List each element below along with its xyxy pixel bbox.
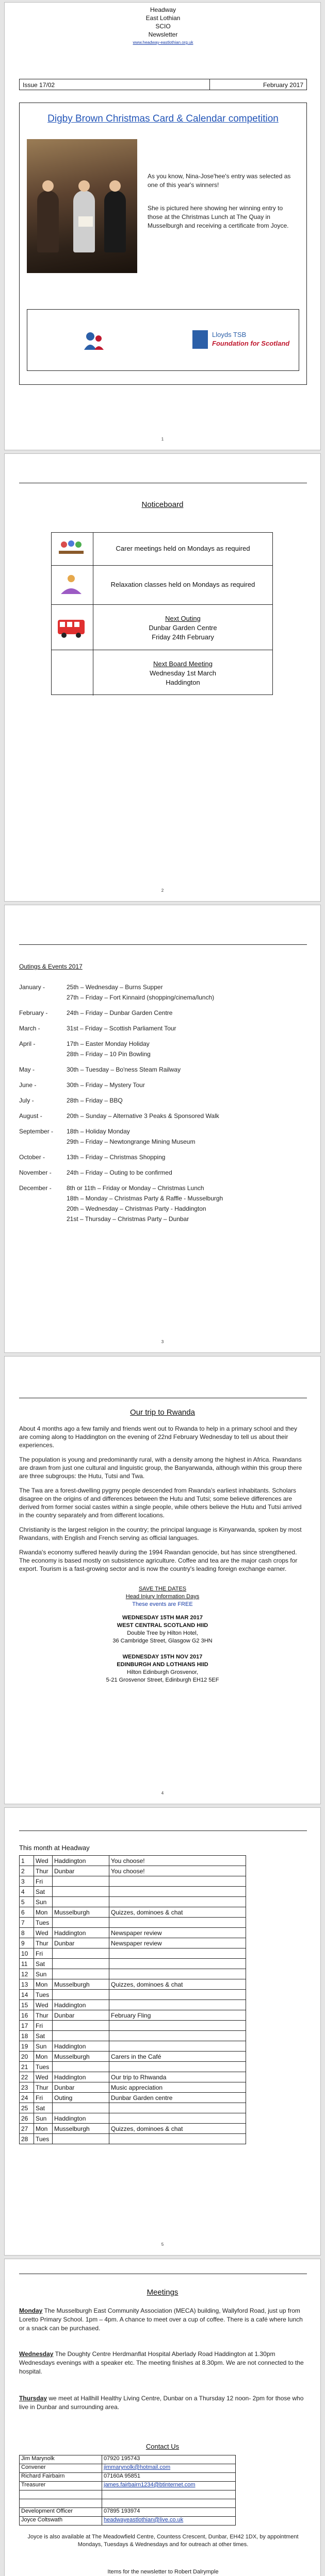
event-address: 5-21 Grosvenor Street, Edinburgh EH12 5EF bbox=[106, 1677, 219, 1683]
event-description: 24th – Friday – Dunbar Garden Centre bbox=[67, 1009, 173, 1016]
contact-name bbox=[20, 2490, 102, 2499]
calendar-place: Musselburgh bbox=[53, 2052, 109, 2062]
feature-box bbox=[19, 103, 307, 385]
items-line: Items for the newsletter to Robert Dalrymple bbox=[107, 2569, 219, 2575]
event-description: 31st – Friday – Scottish Parliament Tour bbox=[67, 1025, 176, 1032]
calendar-day: 23 bbox=[20, 2082, 34, 2093]
event-description: 24th – Friday – Outing to be confirmed bbox=[67, 1169, 172, 1176]
sponsor-logos bbox=[27, 309, 299, 371]
calendar-day: 3 bbox=[20, 1876, 34, 1887]
feature-title: Digby Brown Christmas Card & Calendar competition bbox=[47, 113, 279, 124]
masthead bbox=[119, 6, 207, 47]
contact-email[interactable]: james.fairbairn1234@btinternet.com bbox=[102, 2482, 236, 2490]
event-description: 28th – Friday – 10 Pin Bowling bbox=[67, 1050, 151, 1058]
calendar-row bbox=[20, 2031, 246, 2041]
notice-line: Wednesday 1st March bbox=[149, 669, 217, 677]
issue-date: February 2017 bbox=[263, 81, 303, 89]
event-month: September - bbox=[19, 1128, 54, 1135]
notice-row bbox=[52, 650, 272, 696]
event-month: May - bbox=[19, 1066, 35, 1073]
calendar-row bbox=[20, 1887, 246, 1897]
notice-cell bbox=[93, 533, 272, 565]
notice-line: Relaxation classes held on Mondays as required bbox=[110, 581, 255, 588]
page-number: 2 bbox=[161, 888, 164, 893]
calendar-day: 6 bbox=[20, 1907, 34, 1918]
calendar-weekday: Thur bbox=[34, 1866, 53, 1876]
calendar-place: Musselburgh bbox=[53, 1907, 109, 1918]
event-month: October - bbox=[19, 1154, 45, 1161]
tsb-shield-icon bbox=[192, 330, 208, 349]
masthead-line: SCIO bbox=[155, 23, 171, 30]
notice-line: Dunbar Garden Centre bbox=[149, 624, 217, 632]
calendar-activity bbox=[109, 2021, 246, 2031]
rwanda-para: The population is young and predominantly rural, with a density among the highest in Africa. Rwandans are drawn from just one cultural and linguistic group, the Banyarwanda, although within this group there are three subgroups: the Hutu, Tutsi and Twa. bbox=[19, 1456, 302, 1480]
calendar-activity bbox=[109, 1948, 246, 1959]
event-description: 18th – Monday – Christmas Party & Raffle - Musselburgh bbox=[67, 1195, 223, 1202]
contact-email[interactable]: jimmarynolk@hotmail.com bbox=[102, 2464, 236, 2473]
notice-cell bbox=[93, 605, 272, 650]
lloyds-tsb-logo bbox=[192, 327, 296, 352]
calendar-activity bbox=[109, 2041, 246, 2052]
calendar-row bbox=[20, 2062, 246, 2072]
calendar-activity: Our trip to Rhwanda bbox=[109, 2072, 246, 2082]
calendar-row bbox=[20, 1897, 246, 1907]
calendar-day: 11 bbox=[20, 1959, 34, 1969]
calendar-activity: February Fling bbox=[109, 2010, 246, 2021]
calendar-weekday: Sat bbox=[34, 2103, 53, 2113]
event-month: April - bbox=[19, 1040, 36, 1047]
rwanda-para: Rwanda's economy suffered heavily during the 1994 Rwandan genocide, but has since strengthened. The economy is based mostly on subsistence agriculture. Coffee and tea are the major cash crops for export. Tourism is a fast-growing sector and is now the country's leading foreign exchange earner. bbox=[19, 1549, 298, 1572]
calendar-day: 10 bbox=[20, 1948, 34, 1959]
contact-name: Convener bbox=[20, 2464, 102, 2473]
calendar-weekday: Wed bbox=[34, 2000, 53, 2010]
issue-number: Issue 17/02 bbox=[23, 81, 55, 89]
page-number: 1 bbox=[161, 437, 164, 442]
calendar-weekday: Thur bbox=[34, 2082, 53, 2093]
calendar-day: 28 bbox=[20, 2134, 34, 2144]
calendar-place bbox=[53, 1948, 109, 1959]
newsletter-page-2 bbox=[4, 453, 321, 902]
calendar-activity bbox=[109, 2113, 246, 2124]
calendar-place bbox=[53, 1959, 109, 1969]
event-month: January - bbox=[19, 984, 45, 991]
calendar-activity: Carers in the Café bbox=[109, 2052, 246, 2062]
calendar-place: Musselburgh bbox=[53, 1979, 109, 1990]
calendar-activity: Dunbar Garden centre bbox=[109, 2093, 246, 2103]
calendar-row bbox=[20, 2082, 246, 2093]
contact-detail: 07160A 95851 bbox=[102, 2473, 236, 2482]
event-address: 36 Cambridge Street, Glasgow G2 3HN bbox=[112, 1638, 213, 1644]
calendar-day: 9 bbox=[20, 1938, 34, 1948]
calendar-day: 5 bbox=[20, 1897, 34, 1907]
event-description: 20th – Sunday – Alternative 3 Peaks & Sponsored Walk bbox=[67, 1112, 219, 1120]
event-description: 20th – Wednesday – Christmas Party - Haddington bbox=[67, 1205, 206, 1212]
newsletter-page-6 bbox=[4, 2259, 321, 2576]
calendar-day: 1 bbox=[20, 1856, 34, 1866]
calendar-day: 8 bbox=[20, 1928, 34, 1938]
calendar-place: Haddington bbox=[53, 2113, 109, 2124]
calendar-place: Haddington bbox=[53, 2072, 109, 2082]
calendar-activity bbox=[109, 2031, 246, 2041]
calendar-place: Dunbar bbox=[53, 2010, 109, 2021]
calendar-weekday: Mon bbox=[34, 2124, 53, 2134]
event-month: July - bbox=[19, 1097, 34, 1104]
calendar-activity: Quizzes, dominoes & chat bbox=[109, 1979, 246, 1990]
calendar-table bbox=[19, 1855, 246, 2144]
contact-row bbox=[20, 2517, 236, 2526]
calendar-place bbox=[53, 2103, 109, 2113]
calendar-day: 26 bbox=[20, 2113, 34, 2124]
contact-detail bbox=[102, 2499, 236, 2508]
calendar-row bbox=[20, 2124, 246, 2134]
photo-card bbox=[78, 216, 93, 227]
calendar-weekday: Tues bbox=[34, 1990, 53, 2000]
calendar-place: Haddington bbox=[53, 1856, 109, 1866]
calendar-row bbox=[20, 1959, 246, 1969]
event-month: February - bbox=[19, 1009, 48, 1016]
calendar-weekday: Mon bbox=[34, 1979, 53, 1990]
event-description: 25th – Wednesday – Burns Supper bbox=[67, 984, 163, 991]
calendar-day: 24 bbox=[20, 2093, 34, 2103]
notice-heading: Next Outing bbox=[165, 615, 201, 622]
calendar-row bbox=[20, 2052, 246, 2062]
newsletter-page-3 bbox=[4, 905, 321, 1353]
contact-row bbox=[20, 2473, 236, 2482]
newsletter-items bbox=[19, 2568, 307, 2576]
event-name: WEST CENTRAL SCOTLAND HIID bbox=[117, 1622, 208, 1629]
event-venue: Hilton Edinburgh Grosvenor, bbox=[126, 1669, 199, 1675]
calendar-title: This month at Headway bbox=[19, 1844, 90, 1852]
events-title: Outings & Events 2017 bbox=[19, 963, 83, 970]
event-venue: Double Tree by Hilton Hotel, bbox=[127, 1630, 198, 1636]
event-west-central bbox=[5, 1614, 320, 1645]
meeting-text: we meet at Hallhill Healthy Living Centre, Dunbar on a Thursday 12 noon- 2pm for those who live in Dunbar and surrounding area. bbox=[19, 2395, 304, 2411]
rwanda-title: Our trip to Rwanda bbox=[130, 1408, 195, 1417]
sponsor-text bbox=[212, 330, 289, 348]
calendar-day: 19 bbox=[20, 2041, 34, 2052]
calendar-place: Dunbar bbox=[53, 1866, 109, 1876]
calendar-place bbox=[53, 1876, 109, 1887]
event-description: 30th – Friday – Mystery Tour bbox=[67, 1081, 145, 1089]
contact-row bbox=[20, 2490, 236, 2499]
calendar-weekday: Tues bbox=[34, 1918, 53, 1928]
calendar-day: 22 bbox=[20, 2072, 34, 2082]
divider bbox=[19, 944, 307, 945]
save-dates-line: SAVE THE DATES bbox=[138, 1586, 187, 1592]
calendar-row bbox=[20, 1907, 246, 1918]
calendar-row bbox=[20, 1928, 246, 1938]
calendar-weekday: Sat bbox=[34, 1959, 53, 1969]
calendar-weekday: Tues bbox=[34, 2062, 53, 2072]
calendar-place bbox=[53, 2021, 109, 2031]
contacts-title: Contact Us bbox=[145, 2443, 180, 2450]
photo-figure bbox=[104, 191, 126, 252]
contact-row bbox=[20, 2482, 236, 2490]
meetings-title: Meetings bbox=[147, 2288, 178, 2297]
calendar-weekday: Sat bbox=[34, 1887, 53, 1897]
calendar-day: 7 bbox=[20, 1918, 34, 1928]
availability-note: Joyce is also available at The Meadowfield Centre, Countess Crescent, Dunbar, EH42 1DX, by appointment Mondays, Tuesdays & Wednesdays and for outreach at other times. bbox=[27, 2534, 299, 2548]
calendar-weekday: Sun bbox=[34, 2113, 53, 2124]
photo-figure-head bbox=[109, 180, 121, 192]
contact-email[interactable]: headwayeastlothian@live.co.uk bbox=[102, 2517, 236, 2526]
contact-row bbox=[20, 2464, 236, 2473]
meeting-day: Thursday bbox=[19, 2395, 47, 2402]
calendar-place bbox=[53, 1887, 109, 1897]
calendar-day: 17 bbox=[20, 2021, 34, 2031]
calendar-activity bbox=[109, 2103, 246, 2113]
masthead-line: Newsletter bbox=[148, 31, 178, 38]
calendar-place: Haddington bbox=[53, 2041, 109, 2052]
calendar-row bbox=[20, 2021, 246, 2031]
calendar-activity bbox=[109, 1887, 246, 1897]
calendar-place bbox=[53, 1918, 109, 1928]
contact-detail: 07895 193974 bbox=[102, 2508, 236, 2517]
calendar-weekday: Sun bbox=[34, 1897, 53, 1907]
calendar-day: 16 bbox=[20, 2010, 34, 2021]
calendar-weekday: Fri bbox=[34, 1948, 53, 1959]
masthead-line: East Lothian bbox=[145, 14, 181, 22]
outing-bus-icon bbox=[56, 616, 87, 639]
calendar-activity bbox=[109, 1990, 246, 2000]
notice-line: Friday 24th February bbox=[152, 633, 214, 641]
notice-heading: Next Board Meeting bbox=[153, 660, 213, 668]
contact-detail: 07920 195743 bbox=[102, 2455, 236, 2464]
feature-para-2: She is pictured here showing her winning entry to those at the Christmas Lunch at The Quay in Musselburgh and receiving a certificate from Joyce. bbox=[148, 205, 289, 229]
calendar-row bbox=[20, 1979, 246, 1990]
calendar-row bbox=[20, 2093, 246, 2103]
calendar-activity bbox=[109, 1918, 246, 1928]
calendar-place: Outing bbox=[53, 2093, 109, 2103]
contact-row bbox=[20, 2508, 236, 2517]
photo-figure-head bbox=[42, 180, 54, 192]
calendar-activity bbox=[109, 1959, 246, 1969]
calendar-row bbox=[20, 2072, 246, 2082]
page-number: 4 bbox=[161, 1791, 164, 1795]
event-month: June - bbox=[19, 1081, 37, 1089]
photo-figure-head bbox=[78, 180, 90, 192]
calendar-place bbox=[53, 1969, 109, 1979]
calendar-activity bbox=[109, 1969, 246, 1979]
calendar-row bbox=[20, 2010, 246, 2021]
meeting-text: The Musselburgh East Community Association (MECA) building, Wallyford Road, just up from Loretto Primary School. 1pm – 4pm. A chance to meet over a cup of coffee. There is a café where lunch or a snack can be purchased. bbox=[19, 2307, 303, 2332]
meeting-day: Wednesday bbox=[19, 2350, 54, 2358]
event-description: 27th – Friday – Fort Kinnaird (shopping/cinema/lunch) bbox=[67, 994, 215, 1001]
event-month: August - bbox=[19, 1112, 42, 1120]
rwanda-para: Christianity is the largest religion in the country; the principal language is Kinyarwanda, spoken by most Rwandans, with English and French serving as official languages. bbox=[19, 1526, 302, 1541]
relaxation-icon bbox=[56, 573, 87, 597]
calendar-place bbox=[53, 2134, 109, 2144]
calendar-row bbox=[20, 2103, 246, 2113]
calendar-day: 25 bbox=[20, 2103, 34, 2113]
contact-name: Jim Marynolk bbox=[20, 2455, 102, 2464]
masthead-line: Headway bbox=[150, 6, 176, 13]
event-description: 21st – Thursday – Christmas Party – Dunbar bbox=[67, 1215, 189, 1223]
page-number: 3 bbox=[161, 1340, 164, 1344]
calendar-weekday: Sat bbox=[34, 2031, 53, 2041]
contact-name: Treasurer bbox=[20, 2482, 102, 2490]
calendar-place bbox=[53, 2031, 109, 2041]
newsletter-page-1 bbox=[4, 2, 321, 450]
calendar-activity: Quizzes, dominoes & chat bbox=[109, 1907, 246, 1918]
event-description: 28th – Friday – BBQ bbox=[67, 1097, 123, 1104]
issue-divider bbox=[209, 79, 210, 90]
calendar-day: 18 bbox=[20, 2031, 34, 2041]
contact-name bbox=[20, 2499, 102, 2508]
calendar-weekday: Mon bbox=[34, 1907, 53, 1918]
contacts-table bbox=[19, 2455, 236, 2526]
calendar-weekday: Sun bbox=[34, 1969, 53, 1979]
event-description: 30th – Tuesday – Bo'ness Steam Railway bbox=[67, 1066, 181, 1073]
calendar-row bbox=[20, 2134, 246, 2144]
calendar-day: 27 bbox=[20, 2124, 34, 2134]
calendar-row bbox=[20, 1938, 246, 1948]
event-date: WEDNESDAY 15TH MAR 2017 bbox=[122, 1615, 203, 1621]
event-month: March - bbox=[19, 1025, 40, 1032]
calendar-place: Haddington bbox=[53, 2000, 109, 2010]
calendar-place: Haddington bbox=[53, 1928, 109, 1938]
calendar-weekday: Thur bbox=[34, 2010, 53, 2021]
notice-row bbox=[52, 533, 272, 566]
calendar-activity: Newspaper review bbox=[109, 1928, 246, 1938]
contact-detail bbox=[102, 2490, 236, 2499]
calendar-day: 14 bbox=[20, 1990, 34, 2000]
page-number: 5 bbox=[161, 2242, 164, 2247]
notice-line: Carer meetings held on Mondays as required bbox=[116, 545, 250, 552]
contact-name: Richard Fairbairn bbox=[20, 2473, 102, 2482]
meeting-monday bbox=[19, 2307, 307, 2333]
calendar-weekday: Fri bbox=[34, 2093, 53, 2103]
calendar-row bbox=[20, 2041, 246, 2052]
event-description: 13th – Friday – Christmas Shopping bbox=[67, 1154, 166, 1161]
contact-row bbox=[20, 2455, 236, 2464]
calendar-day: 12 bbox=[20, 1969, 34, 1979]
calendar-weekday: Fri bbox=[34, 1876, 53, 1887]
calendar-activity bbox=[109, 2000, 246, 2010]
save-dates-line: These events are FREE bbox=[132, 1601, 193, 1607]
calendar-place: Dunbar bbox=[53, 2082, 109, 2093]
calendar-day: 20 bbox=[20, 2052, 34, 2062]
calendar-activity bbox=[109, 1897, 246, 1907]
calendar-activity: You choose! bbox=[109, 1866, 246, 1876]
rwanda-para: The Twa are a forest-dwelling pygmy people descended from Rwanda's earliest inhabitants. Scholars disagree on the origins of and differences between the Hutu and Tutsi; some believe differences are derived from former social castes within a single people, while others believe the Hutu and Tutsi arrived in the country separately and from different locations. bbox=[19, 1487, 302, 1519]
headway-logo bbox=[82, 329, 105, 352]
calendar-row bbox=[20, 2000, 246, 2010]
sponsor-name-2: Foundation for Scotland bbox=[212, 340, 290, 347]
calendar-day: 2 bbox=[20, 1866, 34, 1876]
meeting-day: Monday bbox=[19, 2307, 43, 2314]
calendar-activity: Music appreciation bbox=[109, 2082, 246, 2093]
calendar-place: Musselburgh bbox=[53, 2124, 109, 2134]
meeting-text: The Doughty Centre Herdmanflat Hospital Aberlady Road Haddington at 1.30pm Wednesdays evenings with a speaker etc. The meeting finishes at 8.30pm. We are not connected to the hospital. bbox=[19, 2350, 304, 2375]
feature-para-1: As you know, Nina-Jose'hee's entry was selected as one of this year's winners! bbox=[148, 173, 291, 189]
calendar-activity bbox=[109, 1876, 246, 1887]
event-description: 17th – Easter Monday Holiday bbox=[67, 1040, 150, 1047]
contact-name: Joyce Coltswath bbox=[20, 2517, 102, 2526]
calendar-row bbox=[20, 1876, 246, 1887]
carer-meeting-icon bbox=[56, 537, 87, 561]
contact-row bbox=[20, 2499, 236, 2508]
notice-cell bbox=[93, 566, 272, 604]
notice-row bbox=[52, 605, 272, 650]
calendar-weekday: Wed bbox=[34, 1856, 53, 1866]
newsletter-page-4 bbox=[4, 1356, 321, 1804]
event-description: 18th – Holiday Monday bbox=[67, 1128, 130, 1135]
calendar-day: 21 bbox=[20, 2062, 34, 2072]
calendar-place bbox=[53, 2062, 109, 2072]
noticeboard-title: Noticeboard bbox=[141, 500, 184, 509]
calendar-weekday: Thur bbox=[34, 1938, 53, 1948]
calendar-place bbox=[53, 1897, 109, 1907]
calendar-row bbox=[20, 1948, 246, 1959]
calendar-activity: Quizzes, dominoes & chat bbox=[109, 2124, 246, 2134]
event-description: 29th – Friday – Newtongrange Mining Museum bbox=[67, 1138, 196, 1145]
event-month: November - bbox=[19, 1169, 52, 1176]
sponsor-name-1: Lloyds TSB bbox=[212, 331, 247, 338]
calendar-weekday: Sun bbox=[34, 2041, 53, 2052]
website-link[interactable]: www.headway-eastlothian.org.uk bbox=[133, 40, 193, 45]
event-date: WEDNESDAY 15TH NOV 2017 bbox=[122, 1654, 203, 1660]
calendar-place bbox=[53, 1990, 109, 2000]
calendar-row bbox=[20, 2113, 246, 2124]
calendar-weekday: Tues bbox=[34, 2134, 53, 2144]
noticeboard-grid bbox=[51, 532, 273, 695]
save-dates-line: Head Injury Information Days bbox=[125, 1594, 200, 1600]
notice-row bbox=[52, 566, 272, 605]
newsletter-page-5 bbox=[4, 1807, 321, 2256]
calendar-row bbox=[20, 1856, 246, 1866]
calendar-row bbox=[20, 1990, 246, 2000]
calendar-row bbox=[20, 1969, 246, 1979]
calendar-place: Dunbar bbox=[53, 1938, 109, 1948]
save-the-dates bbox=[5, 1585, 320, 1608]
calendar-weekday: Fri bbox=[34, 2021, 53, 2031]
event-name: EDINBURGH AND LOTHIANS HIID bbox=[117, 1662, 208, 1668]
calendar-weekday: Wed bbox=[34, 1928, 53, 1938]
calendar-day: 15 bbox=[20, 2000, 34, 2010]
issue-bar bbox=[19, 79, 307, 90]
event-month: December - bbox=[19, 1184, 52, 1192]
event-edinburgh bbox=[5, 1653, 320, 1684]
calendar-activity: Newspaper review bbox=[109, 1938, 246, 1948]
calendar-row bbox=[20, 1918, 246, 1928]
calendar-weekday: Wed bbox=[34, 2072, 53, 2082]
rwanda-para: About 4 months ago a few family and friends went out to Rwanda to help in a primary school and they are coming along to Haddington on the evening of 22nd February Wednesday to tell us about their experiences. bbox=[19, 1425, 297, 1449]
notice-line: Haddington bbox=[166, 679, 200, 686]
competition-photo bbox=[27, 139, 137, 273]
calendar-row bbox=[20, 1866, 246, 1876]
calendar-activity bbox=[109, 2062, 246, 2072]
event-description: 8th or 11th – Friday or Monday – Christmas Lunch bbox=[67, 1184, 204, 1192]
calendar-activity: You choose! bbox=[109, 1856, 246, 1866]
calendar-activity bbox=[109, 2134, 246, 2144]
notice-cell bbox=[93, 650, 272, 696]
calendar-day: 13 bbox=[20, 1979, 34, 1990]
calendar-weekday: Mon bbox=[34, 2052, 53, 2062]
meeting-thursday bbox=[19, 2394, 307, 2412]
meeting-wednesday bbox=[19, 2350, 307, 2376]
photo-figure bbox=[37, 191, 59, 252]
calendar-day: 4 bbox=[20, 1887, 34, 1897]
contact-name: Development Officer bbox=[20, 2508, 102, 2517]
